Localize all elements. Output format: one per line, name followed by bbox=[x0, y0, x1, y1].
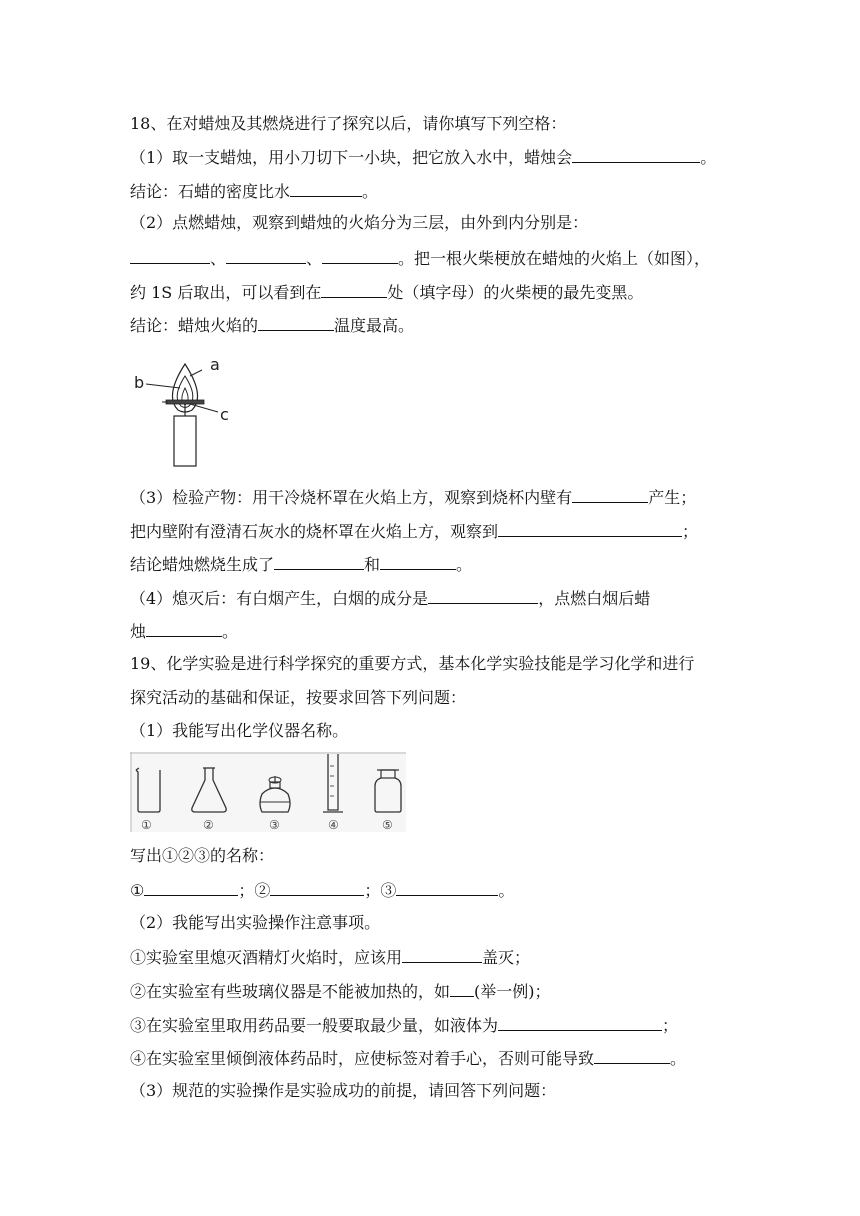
q19-part1-title: （1）我能写出化学仪器名称。 bbox=[130, 721, 349, 740]
q18-part3-line2-text: 把内壁附有澄清石灰水的烧杯罩在火焰上方，观察到 bbox=[130, 522, 499, 541]
punctuation: 。 bbox=[362, 182, 379, 201]
q18-title: 18、在对蜡烛及其燃烧进行了探究以后，请你填写下列空格： bbox=[130, 114, 567, 133]
answer-blank-hottest-part[interactable] bbox=[258, 314, 334, 331]
q19-op1-text: ①实验室里熄灭酒精灯火焰时，应该用 bbox=[130, 948, 403, 967]
candle-flame-figure bbox=[132, 354, 240, 470]
answer-blank-instrument3[interactable] bbox=[396, 879, 498, 896]
q18-part2-line2 bbox=[130, 281, 643, 303]
q19-part3-title: （3）规范的实验操作是实验成功的前提，请回答下列问题： bbox=[130, 1081, 557, 1100]
answer-blank-float[interactable] bbox=[572, 146, 700, 163]
q18-conclusion2-tail: 温度最高。 bbox=[334, 316, 415, 335]
q18-part4-text: （4）熄灭后：有白烟产生，白烟的成分是 bbox=[130, 589, 429, 608]
instrument-number-2: ② bbox=[203, 818, 214, 832]
instrument-number-3: ③ bbox=[269, 818, 280, 832]
q18-part2-line2-tail: 处（填字母）的火柴梗的最先变黑。 bbox=[387, 283, 644, 302]
q19-op1 bbox=[130, 946, 530, 968]
q18-part4-line1 bbox=[130, 587, 650, 609]
instrument-number-1: ① bbox=[141, 818, 152, 832]
answer-blank-min-liquid[interactable] bbox=[498, 1014, 662, 1031]
punctuation: 。 bbox=[222, 622, 239, 641]
q18-conclusion1 bbox=[130, 180, 378, 202]
answer-blank-lime-water[interactable] bbox=[498, 520, 682, 537]
q19-title-line2: 探究活动的基础和保证，按要求回答下列问题： bbox=[130, 688, 467, 707]
q19-op3-text: ③在实验室里取用药品要一般要取最少量，如液体为 bbox=[130, 1016, 499, 1035]
answer-blank-glassware[interactable] bbox=[450, 980, 474, 997]
q18-part4-line2 bbox=[130, 620, 238, 642]
answer-blank-white-smoke[interactable] bbox=[428, 587, 538, 604]
instrument-label-2: ；② bbox=[238, 881, 271, 900]
answer-blank-instrument1[interactable] bbox=[144, 879, 238, 896]
q18-part2-line bbox=[130, 247, 710, 269]
instrument-number-4: ④ bbox=[328, 818, 339, 832]
figure-label-c: c bbox=[220, 405, 229, 424]
q19-op2-text: ②在实验室有些玻璃仪器是不能被加热的，如 bbox=[130, 982, 451, 1001]
q19-names-prompt: 写出①②③的名称： bbox=[130, 846, 275, 865]
q19-op2-tail: (举一例)； bbox=[474, 982, 551, 1001]
connector-and: 和 bbox=[364, 555, 381, 574]
answer-blank-product1[interactable] bbox=[274, 553, 364, 570]
q18-part2-line2-text: 约 1S 后取出，可以看到在 bbox=[130, 283, 322, 302]
instrument-label-3: ；③ bbox=[364, 881, 397, 900]
q18-part3-line3 bbox=[130, 553, 472, 575]
q19-part2-title: （2）我能写出实验操作注意事项。 bbox=[130, 913, 381, 932]
figure-label-a: a bbox=[210, 355, 220, 374]
q18-part3-tail: 产生； bbox=[648, 488, 697, 507]
answer-blank-product2[interactable] bbox=[380, 553, 456, 570]
instrument-number-5: ⑤ bbox=[382, 818, 393, 832]
q18-part3-line2 bbox=[130, 520, 698, 542]
q18-part3-text: （3）检验产物：用干冷烧杯罩在火焰上方，观察到烧杯内壁有 bbox=[130, 488, 573, 507]
q18-part3-line1 bbox=[130, 486, 696, 508]
answer-blank-outer-flame[interactable] bbox=[130, 247, 210, 264]
q18-part2-tail: 。把一根火柴梗放在蜡烛的火焰上（如图）， bbox=[398, 249, 711, 268]
answer-blank-relight[interactable] bbox=[146, 620, 222, 637]
punctuation: 。 bbox=[498, 881, 515, 900]
q18-part4-line2-text: 烛 bbox=[130, 622, 147, 641]
q18-part2-title: （2）点燃蜡烛，观察到蜡烛的火焰分为三层，由外到内分别是： bbox=[130, 213, 589, 232]
q18-part4-tail: ，点燃白烟后蜡 bbox=[538, 589, 651, 608]
instruments-figure bbox=[130, 752, 406, 832]
q18-part3-line3-text: 结论蜡烛燃烧生成了 bbox=[130, 555, 275, 574]
q19-op4-text: ④在实验室里倾倒液体药品时，应使标签对着手心，否则可能导致 bbox=[130, 1049, 595, 1068]
answer-blank-instrument2[interactable] bbox=[270, 879, 364, 896]
answer-blank-density[interactable] bbox=[290, 180, 362, 197]
q18-conclusion2 bbox=[130, 314, 414, 336]
q19-op4 bbox=[130, 1047, 686, 1069]
separator: 、 bbox=[210, 249, 227, 268]
answer-blank-water[interactable] bbox=[572, 486, 648, 503]
punctuation: 。 bbox=[700, 148, 717, 167]
q18-conclusion1-text: 结论：石蜡的密度比水 bbox=[130, 182, 291, 201]
q19-title-line1: 19、化学实验是进行科学探究的重要方式，基本化学实验技能是学习化学和进行 bbox=[130, 654, 695, 673]
answer-blank-middle-flame[interactable] bbox=[226, 247, 306, 264]
q19-op2 bbox=[130, 980, 551, 1002]
punctuation: ； bbox=[662, 1016, 679, 1035]
q19-op1-tail: 盖灭； bbox=[482, 948, 531, 967]
punctuation: ； bbox=[682, 522, 699, 541]
punctuation: 。 bbox=[670, 1049, 687, 1068]
answer-blank-inner-flame[interactable] bbox=[322, 247, 398, 264]
answer-blank-lamp-cap[interactable] bbox=[402, 946, 482, 963]
instrument-label-1: ① bbox=[130, 881, 145, 900]
q18-conclusion2-text: 结论：蜡烛火焰的 bbox=[130, 316, 259, 335]
answer-blank-label-damage[interactable] bbox=[594, 1047, 670, 1064]
q18-part1-line bbox=[130, 146, 716, 168]
figure-label-b: b bbox=[134, 373, 145, 392]
q19-op3 bbox=[130, 1014, 678, 1036]
punctuation: 。 bbox=[456, 555, 473, 574]
separator: 、 bbox=[306, 249, 323, 268]
q18-part1-text: （1）取一支蜡烛，用小刀切下一小块，把它放入水中，蜡烛会 bbox=[130, 148, 573, 167]
answer-blank-letter[interactable] bbox=[321, 281, 387, 298]
q19-names-line bbox=[130, 879, 514, 901]
